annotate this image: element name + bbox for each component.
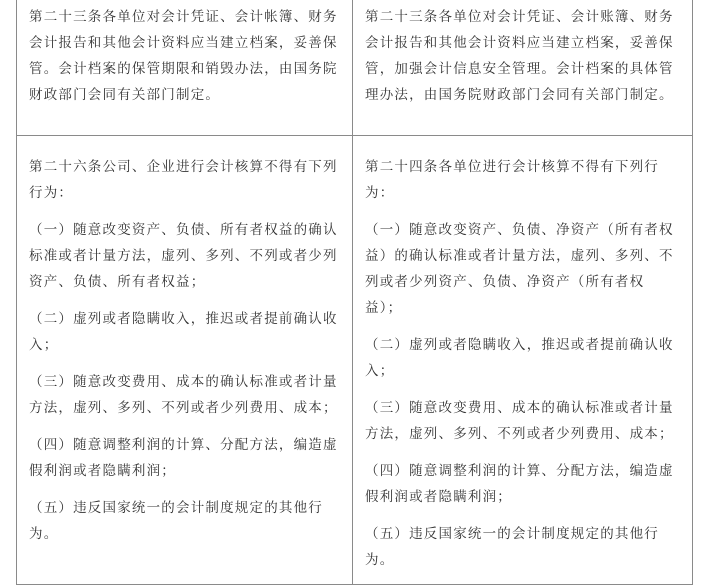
- paragraph: （五）违反国家统一的会计制度规定的其他行为。: [29, 500, 323, 542]
- paragraph: （一）随意改变资产、负债、净资产（所有者权益）的确认标准或者计量方法，虚列、多列、不列或者少列资产、负债、净资产（所有者权益）；: [365, 222, 674, 316]
- paragraph: 第二十三条各单位对会计凭证、会计账簿、财务会计报告和其他会计资料应当建立档案，妥善保管，加强会计信息安全管理。会计档案的具体管理办法，由国务院财政部门会同有关部门制定。: [365, 9, 674, 103]
- paragraph: 第二十六条公司、企业进行会计核算不得有下列行为：: [29, 159, 338, 201]
- paragraph: 第二十三条各单位对会计凭证、会计帐簿、财务会计报告和其他会计资料应当建立档案，妥善保管。会计档案的保管期限和销毁办法，由国务院财政部门会同有关部门制定。: [29, 9, 338, 103]
- paragraph: （一）随意改变资产、负债、所有者权益的确认标准或者计量方法，虚列、多列、不列或者少列资产、负债、所有者权益；: [29, 222, 338, 290]
- paragraph: 第二十四条各单位进行会计核算不得有下列行为：: [365, 159, 659, 201]
- paragraph: （二）虚列或者隐瞒收入，推迟或者提前确认收入；: [365, 337, 674, 379]
- paragraph: （三）随意改变费用、成本的确认标准或者计量方法，虚列、多列、不列或者少列费用、成本；: [365, 400, 674, 442]
- comparison-table: [16, 0, 693, 585]
- paragraph: （四）随意调整利润的计算、分配方法，编造虚假利润或者隐瞒利润；: [29, 437, 338, 479]
- paragraph: （三）随意改变费用、成本的确认标准或者计量方法，虚列、多列、不列或者少列费用、成本；: [29, 374, 338, 416]
- old-article-23-cell: [17, 0, 353, 136]
- new-article-23-cell: [353, 0, 693, 136]
- paragraph: （四）随意调整利润的计算、分配方法，编造虚假利润或者隐瞒利润；: [365, 463, 674, 505]
- paragraph: （五）违反国家统一的会计制度规定的其他行为。: [365, 526, 659, 568]
- old-article-26-cell: [17, 136, 353, 585]
- table-row: [17, 0, 693, 136]
- paragraph: （二）虚列或者隐瞒收入，推迟或者提前确认收入；: [29, 311, 338, 353]
- table-row: [17, 136, 693, 585]
- new-article-24-cell: [353, 136, 693, 585]
